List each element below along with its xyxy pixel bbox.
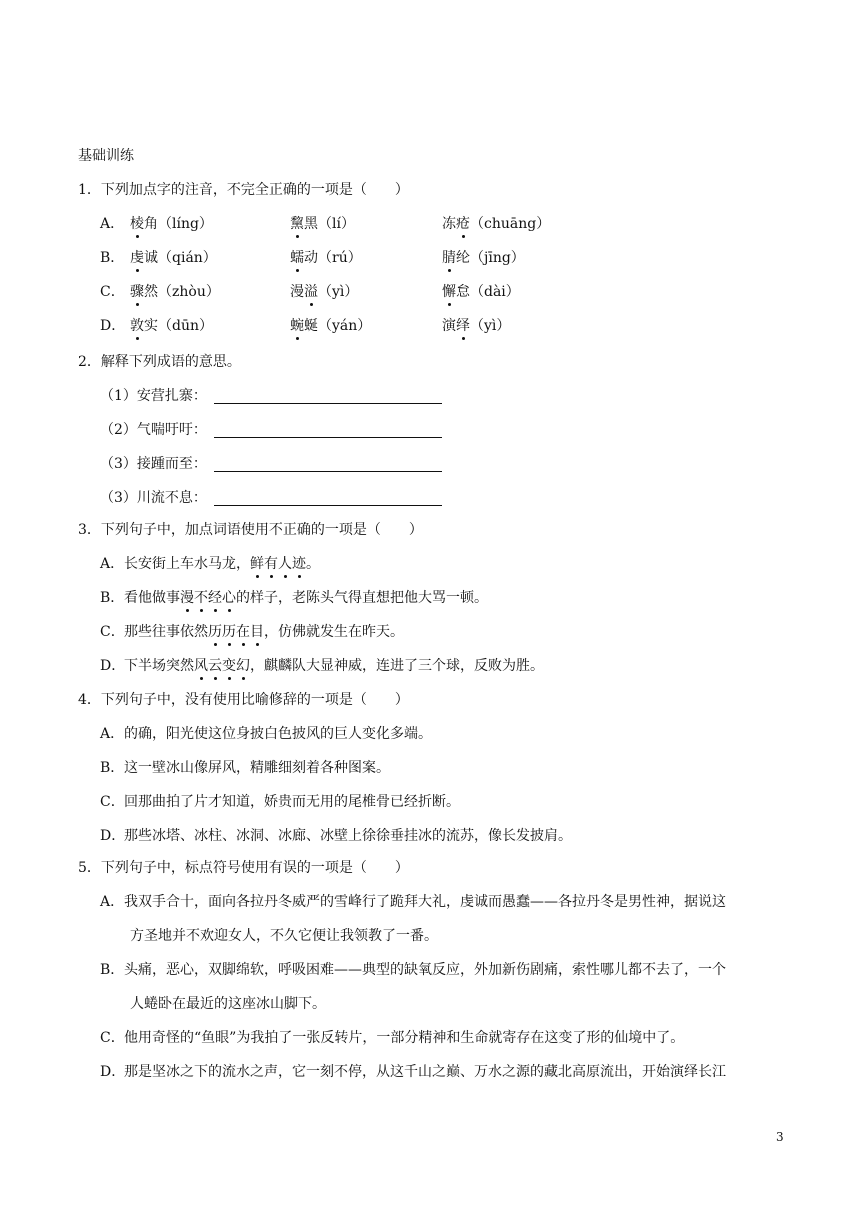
dotted-character: 溢 [304,284,318,300]
plain-text: （yì） [470,318,511,334]
idiom-label: （3）川流不息： [100,490,207,506]
option-item [442,282,520,302]
plain-text: 看他做事 [124,590,180,606]
plain-text: 诚（qián） [144,250,217,266]
dotted-character: 目 [250,624,264,640]
plain-text: ，麒麟队大显神威，连进了三个球，反败为胜。 [250,658,544,674]
section-title: 基础训练 [78,148,134,164]
dotted-character: 虔 [130,250,144,266]
plain-text: 蜒（yán） [304,318,372,334]
option-text: 回那曲拍了片才知道，娇贵而无用的尾椎骨已经折断。 [124,794,460,810]
option-letter: C． [100,624,125,640]
option-item [130,316,213,336]
dotted-character: 变 [222,658,236,674]
idiom-label: （3）接踵而至： [100,456,207,472]
option-letter: A． [100,556,125,572]
option-item [290,214,355,234]
dotted-character: 经 [208,590,222,606]
option-letter: D． [100,318,126,334]
option-item [130,282,220,302]
option-text: 那些冰塔、冰柱、冰洞、冰廊、冰壁上徐徐垂挂冰的流苏，像长发披肩。 [124,828,572,844]
option-letter: D． [100,1064,126,1080]
plain-text: 角（líng） [144,216,213,232]
option-letter: D． [100,828,126,844]
question-5-stem: 5．下列句子中，标点符号使用有误的一项是（ ） [78,860,409,876]
option-text [124,588,488,608]
dotted-character: 懈 [442,284,456,300]
plain-text: 。 [306,556,320,572]
question-2-stem: 2．解释下列成语的意思。 [78,354,241,370]
question-4-stem: 4．下列句子中，没有使用比喻修辞的一项是（ ） [78,692,409,708]
dotted-character: 有 [264,556,278,572]
option-text [124,554,320,574]
dotted-character: 敦 [130,318,144,334]
dotted-character: 云 [208,658,222,674]
plain-text: 然（zhòu） [144,284,220,300]
option-text-continued: 方圣地并不欢迎女人，不久它便让我领教了一番。 [130,928,438,944]
question-3-stem: 3．下列句子中，加点词语使用不正确的一项是（ ） [78,522,423,538]
plain-text: 黑（lí） [304,216,355,232]
plain-text: 下半场突然 [124,658,194,674]
dotted-character: 疮 [456,216,470,232]
answer-line [214,505,442,506]
dotted-character: 历 [208,624,222,640]
option-letter: C． [100,1030,125,1046]
plain-text: 冻 [442,216,456,232]
option-letter: B． [100,590,125,606]
answer-line [214,437,442,438]
option-text: 那是坚冰之下的流水之声，它一刻不停，从这千山之巅、万水之源的藏北高原流出，开始演绎长江 [124,1064,726,1080]
option-letter: D． [100,658,126,674]
option-letter: B． [100,250,125,266]
option-item [290,248,362,268]
question-1-stem: 1．下列加点字的注音，不完全正确的一项是（ ） [78,182,409,198]
dotted-character: 历 [222,624,236,640]
option-letter: A． [100,216,125,232]
dotted-character: 棱 [130,216,144,232]
option-item [442,248,525,268]
option-item [130,248,217,268]
option-item [442,214,550,234]
dotted-character: 骤 [130,284,144,300]
idiom-label: （1）安营扎寨： [100,388,207,404]
option-text-continued: 人蜷卧在最近的这座冰山脚下。 [130,996,326,1012]
dotted-character: 腈 [442,250,456,266]
answer-line [214,471,442,472]
option-text: 的确，阳光使这位身披白色披风的巨人变化多端。 [124,726,432,742]
plain-text: 漫 [290,284,304,300]
dotted-character: 不 [194,590,208,606]
option-item [290,316,371,336]
plain-text: 长安街上车水马龙， [124,556,250,572]
idiom-label: （2）气喘吁吁： [100,422,207,438]
plain-text: 纶（jīng） [456,250,525,266]
plain-text: 演 [442,318,456,334]
dotted-character: 漫 [180,590,194,606]
dotted-character: 幻 [236,658,250,674]
plain-text: ，仿佛就发生在昨天。 [264,624,404,640]
option-text: 头痛，恶心，双脚绵软，呼吸困难——典型的缺氧反应，外加新伤剧痛，索性哪儿都不去了，一个 [124,962,726,978]
dotted-character: 蠕 [290,250,304,266]
option-text [124,656,544,676]
option-item [290,282,358,302]
plain-text: （chuāng） [470,216,551,232]
option-letter: B． [100,962,125,978]
option-letter: C． [100,284,125,300]
option-letter: B． [100,760,125,776]
option-text: 我双手合十，面向各拉丹冬威严的雪峰行了跪拜大礼，虔诚而愚蠢——各拉丹冬是男性神，据说这 [124,894,726,910]
option-letter: A． [100,726,125,742]
dotted-character: 蜿 [290,318,304,334]
answer-line [214,403,442,404]
option-text: 这一壁冰山像屏风，精雕细刻着各种图案。 [124,760,390,776]
dotted-character: 人 [278,556,292,572]
dotted-character: 黧 [290,216,304,232]
option-text [124,622,404,642]
dotted-character: 风 [194,658,208,674]
option-letter: A． [100,894,125,910]
plain-text: 的样子，老陈头气得直想把他大骂一顿。 [236,590,488,606]
page-number: 3 [776,1130,784,1144]
option-text: 他用奇怪的“鱼眼”为我拍了一张反转片，一部分精神和生命就寄存在这变了形的仙境中了。 [124,1030,685,1046]
option-item [130,214,213,234]
plain-text: 那些往事依然 [124,624,208,640]
plain-text: 动（rú） [304,250,362,266]
dotted-character: 鲜 [250,556,264,572]
plain-text: （yì） [318,284,359,300]
dotted-character: 迹 [292,556,306,572]
plain-text: 实（dūn） [144,318,213,334]
dotted-character: 在 [236,624,250,640]
option-item [442,316,510,336]
option-letter: C． [100,794,125,810]
plain-text: 怠（dài） [456,284,520,300]
dotted-character: 心 [222,590,236,606]
dotted-character: 绎 [456,318,470,334]
